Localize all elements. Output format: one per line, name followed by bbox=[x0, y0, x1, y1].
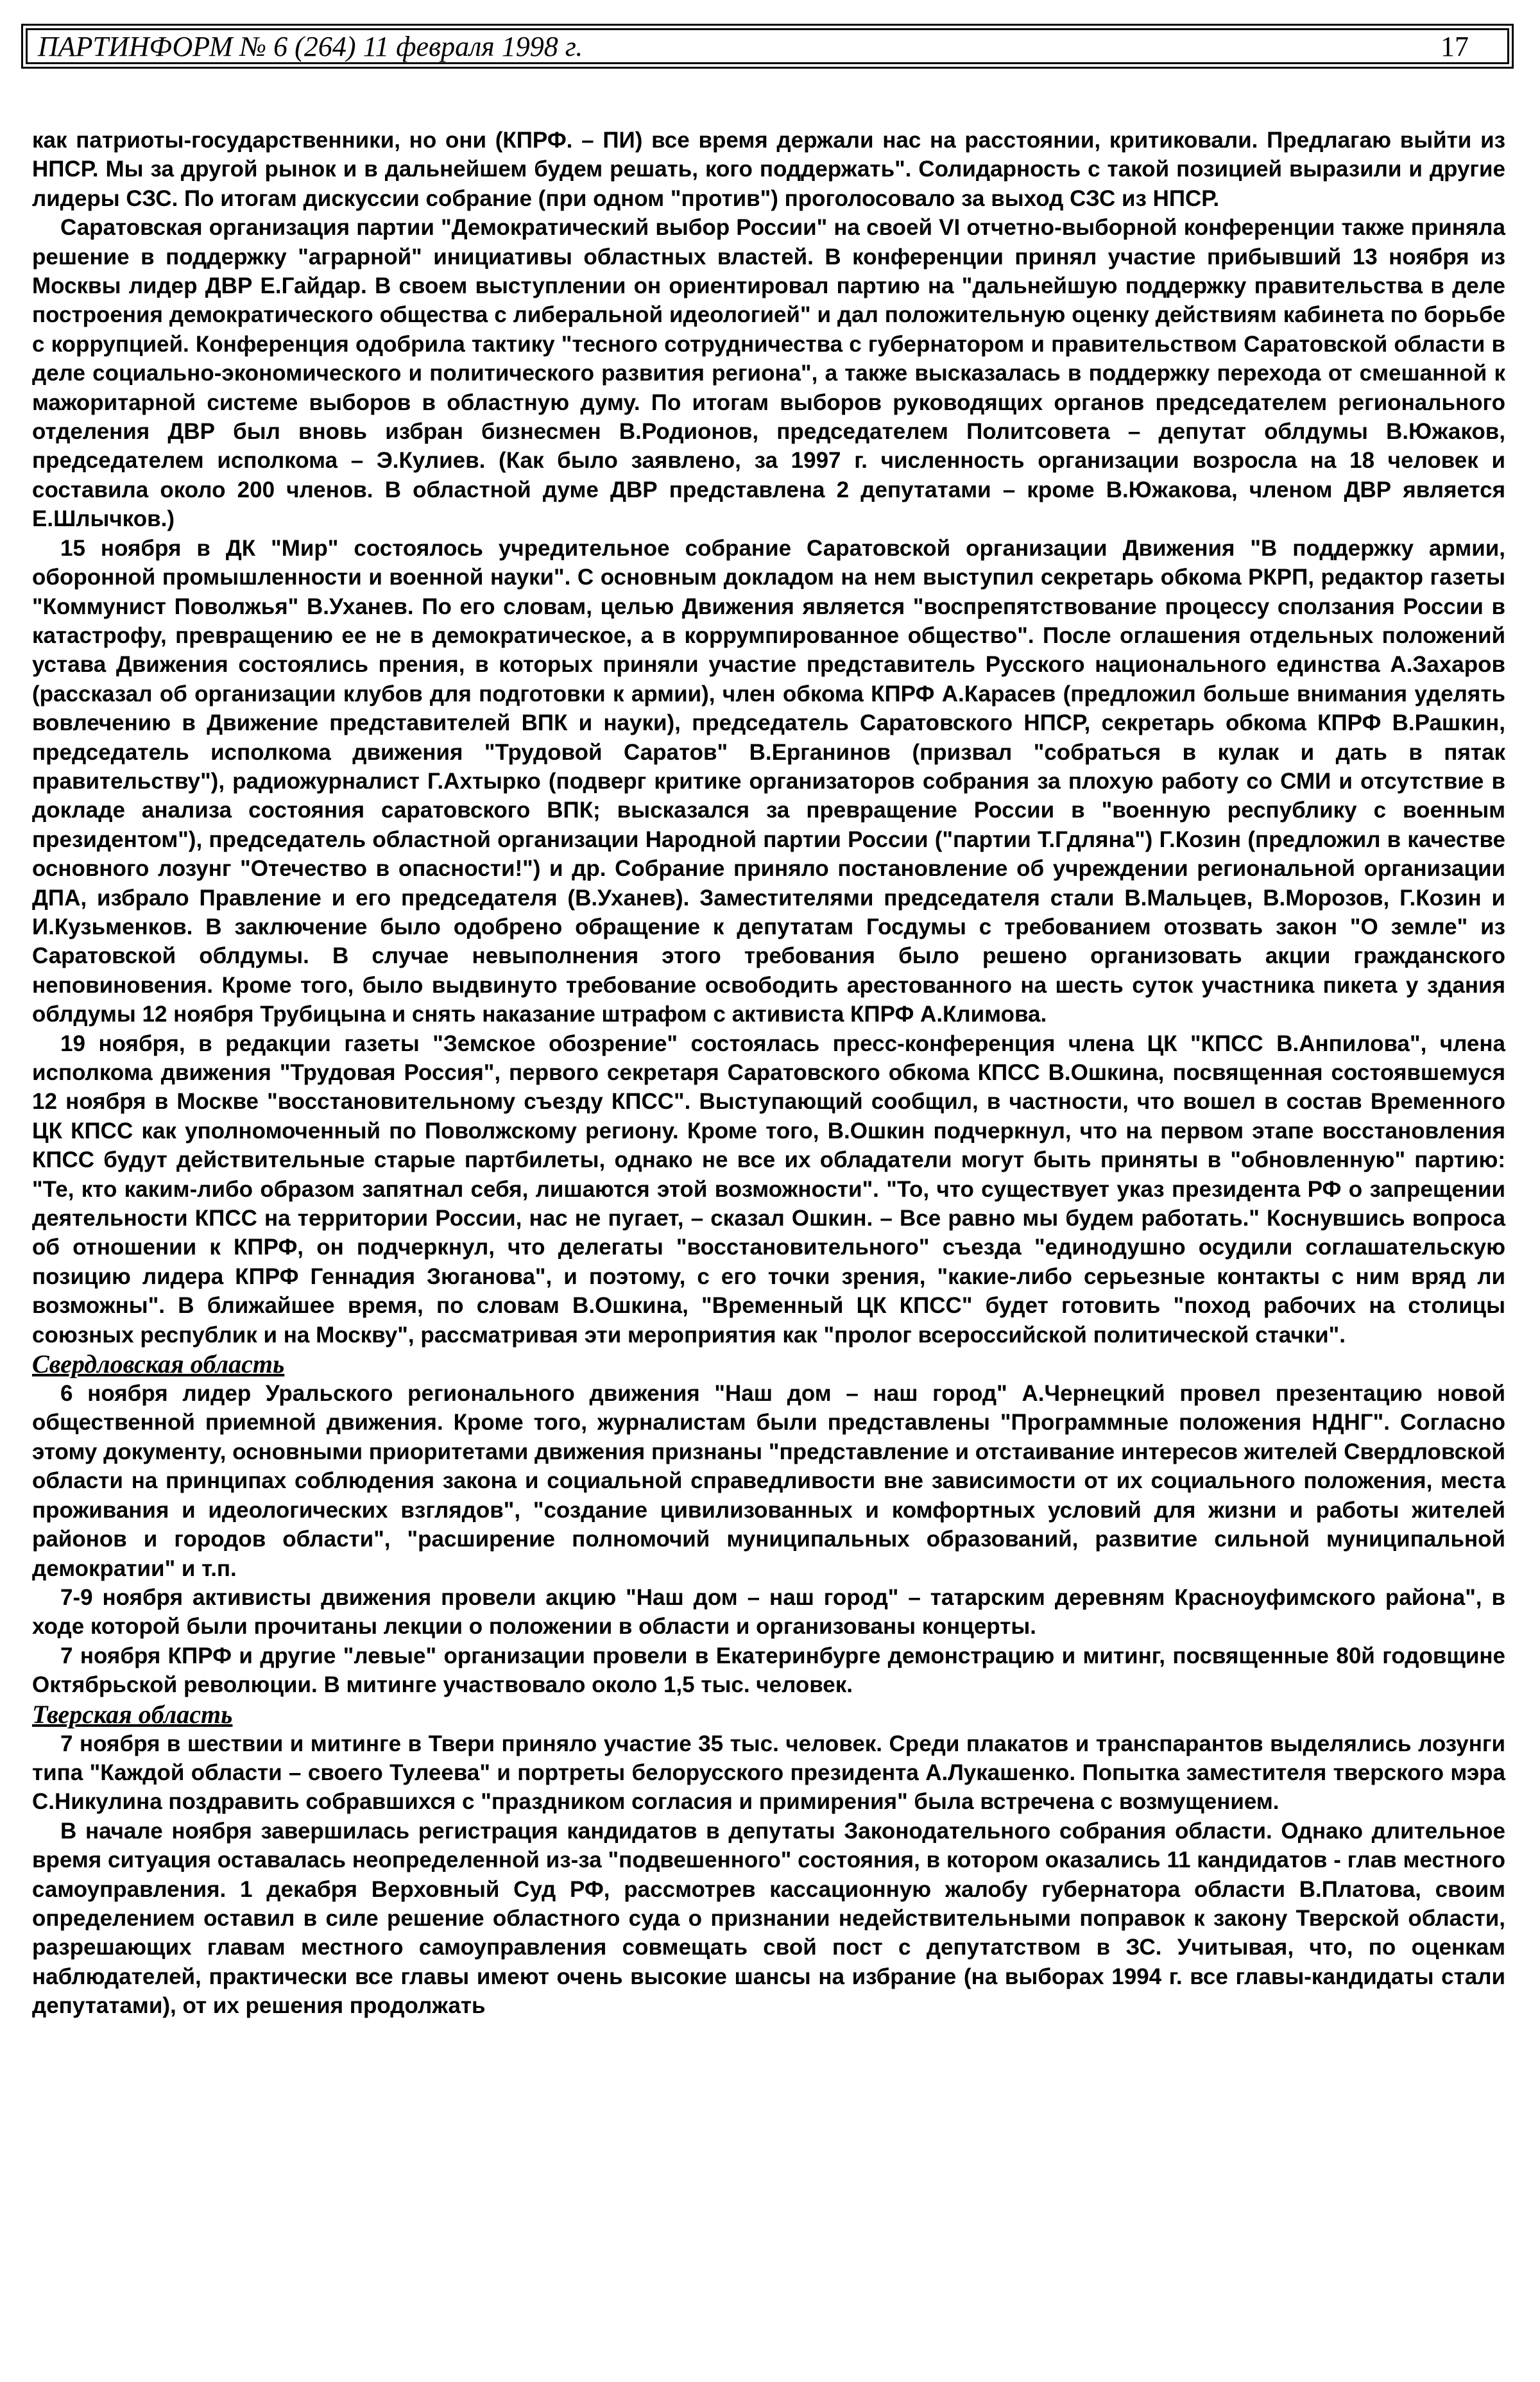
page-header bbox=[26, 28, 1509, 64]
paragraph: Саратовская организация партии "Демократический выбор России" на своей VI отчетно-выборной конференции также приняла решение в поддержку "аграрной" инициативы областных властей. В конференции принял участие прибывший 13 ноября из Москвы лидер ДВР Е.Гайдар. В своем выступлении он ориентировал партию на "дальнейшую поддержку правительства в деле построения демократического общества с либеральной идеологией" и дал положительную оценку действиям кабинета по борьбе с коррупцией. Конференция одобрила тактику "тесного сотрудничества с губернатором и правительством Саратовской области в деле социально-экономического и политического развития региона", а также высказалась в поддержку перехода от смешанной к мажоритарной системе выборов в областную думу. По итогам выборов руководящих органов председателем регионального отделения ДВР был вновь избран бизнесмен В.Родионов, председателем Политсовета – депутат облдумы В.Южаков, председателем исполкома – Э.Кулиев. (Как было заявлено, за 1997 г. численность организации возросла на 18 человек и составила около 200 членов. В областной думе ДВР представлена 2 депутатами – кроме В.Южакова, членом ДВР является Е.Шлычков.) bbox=[32, 215, 1505, 532]
paragraph: 7-9 ноября активисты движения провели акцию "Наш дом – наш город" – татарским деревням Красноуфимского района", в ходе которой были прочитаны лекции о положении в области и организованы концерты. bbox=[32, 1584, 1505, 1640]
page-number: 17 bbox=[1441, 31, 1469, 62]
paragraph: 15 ноября в ДК "Мир" состоялось учредительное собрание Саратовской организации Движения "В поддержку армии, оборонной промышленности и военной науки". С основным докладом на нем выступил секретарь обкома РКРП, редактор газеты "Коммунист Поволжья" В.Уханев. По его словам, целью Движения является "воспрепятствование процессу сползания России в катастрофу, превращению ее не в демократическое, а в коррумпированное общество". После оглашения отдельных положений устава Движения состоялись прения, в которых приняли участие представитель Русского национального единства А.Захаров (рассказал об организации клубов для подготовки к армии), член обкома КПРФ А.Карасев (предложил больше внимания уделять вовлечению в Движение представителей ВПК и науки), председатель Саратовского НПСР, секретарь обкома КПРФ В.Рашкин, председатель исполкома движения "Трудовой Саратов" В.Ерганинов (призвал "собраться в кулак и дать в пятак правительству"), радиожурналист Г.Ахтырко (подверг критике организаторов собрания за плохую работу со СМИ и отсутствие в докладе анализа состояния саратовского ВПК; высказался за превращение России в "военную республику с военным президентом"), председатель областной организации Народной партии России ("партии Т.Гдляна") Г.Козин (предложил в качестве основного лозунг "Отечество в опасности!") и др. Собрание приняло постановление об учреждении региональной организации ДПА, избрало Правление и его председателя (В.Уханев). Заместителями председателя стали В.Мальцев, В.Морозов, Г.Козин и И.Кузьменков. В заключение было одобрено обращение к депутатам Госдумы с требованием отозвать закон "О земле" из Саратовской облдумы. В случае невыполнения этого требования было решено организовать акции гражданского неповиновения. Кроме того, было выдвинуто требование освободить арестованного на шесть суток участника пикета у здания облдумы 12 ноября Трубицына и снять наказание штрафом с активиста КПРФ А.Климова. bbox=[32, 535, 1505, 1027]
section-heading-tver: Тверская область bbox=[32, 1699, 233, 1729]
header-title: ПАРТИНФОРМ № 6 (264) 11 февраля 1998 г. bbox=[38, 31, 583, 62]
paragraph: 19 ноября, в редакции газеты "Земское обозрение" состоялась пресс-конференция члена ЦК "КПСС В.Анпилова", члена исполкома движения "Трудовая Россия", первого секретаря Саратовского обкома КПСС В.Ошкина, посвященная состоявшемуся 12 ноября в Москве "восстановительному съезду КПСС". Выступающий сообщил, в частности, что вошел в состав Временного ЦК КПСС как уполномоченный по Поволжскому региону. Кроме того, В.Ошкин подчеркнул, что на первом этапе восстановления КПСС будут действительные старые партбилеты, однако не все их обладатели могут быть приняты в "обновленную" партию: "Те, кто каким-либо образом запятнал себя, лишаются этой возможности". "То, что существует указ президента РФ о запрещении деятельности КПСС на территории России, нас не пугает, – сказал Ошкин. – Все равно мы будем работать." Коснувшись вопроса об отношении к КПРФ, он подчеркнул, что делегаты "восстановительного" съезда "единодушно осудили соглашательскую позицию лидера КПРФ Геннадия Зюганова", и поэтому, с его точки зрения, "какие-либо серьезные контакты с ним вряд ли возможны". В ближайшее время, по словам В.Ошкина, "Временный ЦК КПСС" будет готовить "поход рабочих на столицы союзных республик и на Москву", рассматривая эти мероприятия как "пролог всероссийской политической стачки". bbox=[32, 1031, 1505, 1348]
article-body bbox=[32, 126, 1505, 2021]
paragraph: В начале ноября завершилась регистрация кандидатов в депутаты Законодательного собрания области. Однако длительное время ситуация оставалась неопределенной из-за "подвешенного" состояния, в котором оказались 11 кандидатов - глав местного самоуправления. 1 декабря Верховный Суд РФ, рассмотрев кассационную жалобу губернатора области В.Платова, своим определением оставил в силе решение областного суда о признании недействительными поправок к закону Тверской области, разрешающих главам местного самоуправления совмещать свой пост с депутатством в ЗС. Учитывая, что, по оценкам наблюдателей, практически все главы имеют очень высокие шансы на избрание (на выборах 1994 г. все главы-кандидаты стали депутатами), от их решения продолжать bbox=[32, 1818, 1505, 2019]
paragraph: 7 ноября в шествии и митинге в Твери приняло участие 35 тыс. человек. Среди плакатов и транспарантов выделялись лозунги типа "Каждой области – своего Тулеева" и портреты белорусского президента А.Лукашенко. Попытка заместителя тверского мэра С.Никулина поздравить собравшихся с "праздником согласия и примирения" была встречена с возмущением. bbox=[32, 1731, 1505, 1815]
paragraph: 6 ноября лидер Уральского регионального движения "Наш дом – наш город" А.Чернецкий провел презентацию новой общественной приемной движения. Кроме того, журналистам были представлены "Программные положения НДНГ". Согласно этому документу, основными приоритетами движения признаны "представление и отстаивание интересов жителей Свердловской области на принципах соблюдения закона и социальной справедливости вне зависимости от их социального положения, места проживания и идеологических взглядов", "создание цивилизованных и комфортных условий для жизни и работы жителей районов и городов области", "расширение полномочий муниципальных образований, развитие сильной муниципальной демократии" и т.п. bbox=[32, 1381, 1505, 1581]
paragraph: 7 ноября КПРФ и другие "левые" организации провели в Екатеринбурге демонстрацию и митинг, посвященные 80й годовщине Октябрьской революции. В митинге участвовало около 1,5 тыс. человек. bbox=[32, 1643, 1505, 1698]
section-heading-sverdlovsk: Свердловская область bbox=[32, 1350, 285, 1379]
paragraph: как патриоты-государственники, но они (КПРФ. – ПИ) все время держали нас на расстоянии, критиковали. Предлагаю выйти из НПСР. Мы за другой рынок и в дальнейшем будем решать, кого поддержать". Солидарность с такой позицией выразили и другие лидеры СЗС. По итогам дискуссии собрание (при одном "против") проголосовало за выход СЗС из НПСР. bbox=[32, 128, 1505, 211]
